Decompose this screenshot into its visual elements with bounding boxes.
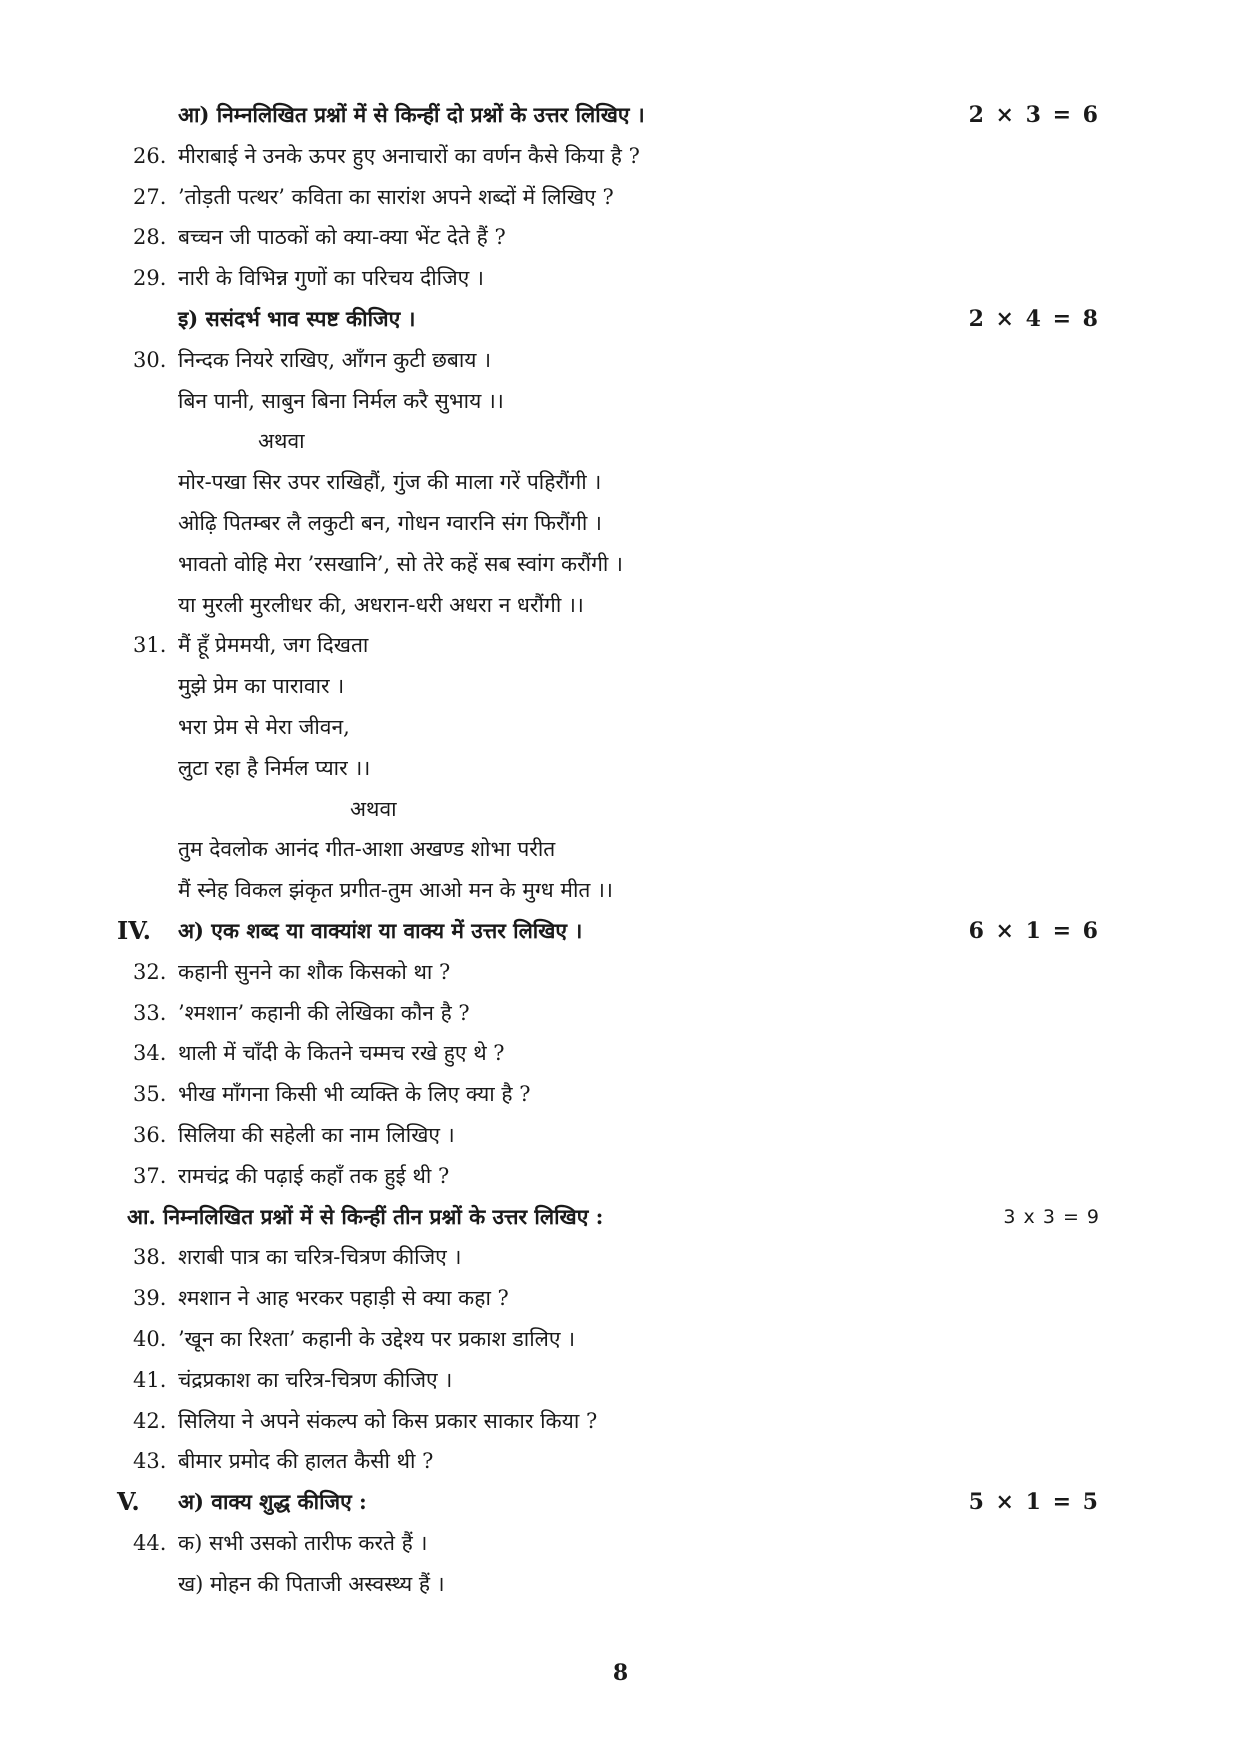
- marks-allocation: 2 × 4 = 8: [968, 306, 1100, 332]
- question-item: [0, 217, 1241, 257]
- question-text: श्मशान ने आह भरकर पहाड़ी से क्या कहा ?: [178, 1286, 509, 1310]
- line-text: ओढ़ि पितम्बर लै लकुटी बन, गोधन ग्वारनि संग फिरौंगी ।: [178, 511, 602, 535]
- question-text: थाली में चाँदी के कितने चम्मच रखे हुए थे ?: [178, 1041, 505, 1065]
- question-text: नारी के विभिन्न गुणों का परिचय दीजिए ।: [178, 266, 484, 290]
- question-text: बीमार प्रमोद की हालत कैसी थी ?: [178, 1449, 434, 1473]
- question-item: [0, 177, 1241, 217]
- section-heading-text: अ) एक शब्द या वाक्यांश या वाक्य में उत्तर लिखिए ।: [178, 918, 583, 943]
- question-item: [0, 136, 1241, 176]
- marks-allocation: 2 × 3 = 6: [968, 102, 1100, 128]
- line-text: लुटा रहा है निर्मल प्यार ।।: [178, 756, 371, 780]
- question-number: 41.: [133, 1368, 167, 1392]
- section-heading-text: इ) ससंदर्भ भाव स्पष्ट कीजिए ।: [178, 306, 416, 331]
- question-number: 26.: [133, 144, 167, 168]
- question-item: [0, 1074, 1241, 1114]
- question-number: 35.: [133, 1082, 167, 1106]
- question-item: [0, 1115, 1241, 1155]
- question-text: चंद्रप्रकाश का चरित्र-चित्रण कीजिए ।: [178, 1368, 453, 1392]
- question-number: 43.: [133, 1449, 167, 1473]
- question-text: निन्दक नियरे राखिए, आँगन कुटी छबाय ।: [178, 348, 492, 372]
- question-item: [0, 993, 1241, 1033]
- question-item: [0, 1319, 1241, 1359]
- question-text: ’श्मशान’ कहानी की लेखिका कौन है ?: [178, 1001, 470, 1025]
- section-heading-text: अ) वाक्य शुद्ध कीजिए :: [178, 1489, 367, 1514]
- question-text: मीराबाई ने उनके ऊपर हुए अनाचारों का वर्णन कैसे किया है ?: [178, 144, 640, 168]
- question-number: 28.: [133, 225, 167, 249]
- marks-allocation: 5 × 1 = 5: [968, 1489, 1100, 1515]
- part-heading: [0, 1482, 1241, 1522]
- question-number: 42.: [133, 1409, 167, 1433]
- question-number: 29.: [133, 266, 167, 290]
- section-heading: [0, 299, 1241, 339]
- question-text: रामचंद्र की पढ़ाई कहाँ तक हुई थी ?: [178, 1164, 450, 1188]
- question-item: [0, 258, 1241, 298]
- line-text: मोर-पखा सिर उपर राखिहौं, गुंज की माला गरें पहिरौंगी ।: [178, 470, 602, 494]
- section-heading-text: आ) निम्नलिखित प्रश्नों में से किन्हीं दो प्रश्नों के उत्तर लिखिए ।: [178, 102, 645, 127]
- question-number: 40.: [133, 1327, 167, 1351]
- question-text: ’तोड़ती पत्थर’ कविता का सारांश अपने शब्दों में लिखिए ?: [178, 185, 614, 209]
- question-item: [0, 1523, 1241, 1563]
- or-separator: [0, 789, 1241, 829]
- question-number: 34.: [133, 1041, 167, 1065]
- verse-line: [0, 381, 1241, 421]
- verse-line: [0, 870, 1241, 910]
- question-text: मैं हूँ प्रेममयी, जग दिखता: [178, 633, 369, 657]
- question-item: [0, 1401, 1241, 1441]
- line-text: तुम देवलोक आनंद गीत-आशा अखण्ड शोभा परीत: [178, 837, 556, 861]
- question-number: 36.: [133, 1123, 167, 1147]
- verse-line: [0, 1564, 1241, 1604]
- question-item: [0, 952, 1241, 992]
- question-text: बच्चन जी पाठकों को क्या-क्या भेंट देते हैं ?: [178, 225, 506, 249]
- verse-line: [0, 503, 1241, 543]
- question-item: [0, 340, 1241, 380]
- line-text: या मुरली मुरलीधर की, अधरान-धरी अधरा न धरौंगी ।।: [178, 593, 584, 617]
- question-number: 27.: [133, 185, 167, 209]
- page-number: 8: [612, 1660, 629, 1686]
- question-number: 37.: [133, 1164, 167, 1188]
- question-number: 33.: [133, 1001, 167, 1025]
- line-text: मैं स्नेह विकल झंकृत प्रगीत-तुम आओ मन के मुग्ध मीत ।।: [178, 878, 613, 902]
- or-separator: [0, 421, 1241, 461]
- question-number: 38.: [133, 1245, 167, 1269]
- question-number: 31.: [133, 633, 167, 657]
- question-text: शराबी पात्र का चरित्र-चित्रण कीजिए ।: [178, 1245, 462, 1269]
- question-text: भीख माँगना किसी भी व्यक्ति के लिए क्या है ?: [178, 1082, 531, 1106]
- question-text: कहानी सुनने का शौक किसको था ?: [178, 960, 451, 984]
- question-number: 32.: [133, 960, 167, 984]
- question-text: ’खून का रिश्ता’ कहानी के उद्देश्य पर प्रकाश डालिए ।: [178, 1327, 576, 1351]
- question-number: 44.: [133, 1531, 167, 1555]
- verse-line: [0, 748, 1241, 788]
- verse-line: [0, 462, 1241, 502]
- part-number: V.: [117, 1487, 140, 1516]
- verse-line: [0, 585, 1241, 625]
- verse-line: [0, 829, 1241, 869]
- verse-line: [0, 707, 1241, 747]
- line-text: ख) मोहन की पिताजी अस्वस्थ्य हैं ।: [178, 1572, 445, 1596]
- line-text: भावतो वोहि मेरा ’रसखानि’, सो तेरे कहें सब स्वांग करौंगी ।: [178, 552, 623, 576]
- question-number: 39.: [133, 1286, 167, 1310]
- question-item: [0, 625, 1241, 665]
- marks-allocation: 3 x 3 = 9: [1003, 1206, 1100, 1228]
- question-item: [0, 1237, 1241, 1277]
- or-label: अथवा: [258, 429, 305, 453]
- section-heading: [0, 95, 1241, 135]
- marks-allocation: 6 × 1 = 6: [968, 918, 1100, 944]
- question-item: [0, 1360, 1241, 1400]
- question-number: 30.: [133, 348, 167, 372]
- question-item: [0, 1441, 1241, 1481]
- section-heading: [0, 1197, 1241, 1237]
- question-item: [0, 1033, 1241, 1073]
- line-text: बिन पानी, साबुन बिना निर्मल करै सुभाय ।।: [178, 389, 504, 413]
- question-text: क) सभी उसको तारीफ करते हैं ।: [178, 1531, 428, 1555]
- verse-line: [0, 544, 1241, 584]
- question-text: सिलिया ने अपने संकल्प को किस प्रकार साकार किया ?: [178, 1409, 598, 1433]
- verse-line: [0, 666, 1241, 706]
- or-label: अथवा: [350, 797, 397, 821]
- question-item: [0, 1278, 1241, 1318]
- question-text: सिलिया की सहेली का नाम लिखिए ।: [178, 1123, 455, 1147]
- line-text: मुझे प्रेम का पारावार ।: [178, 674, 345, 698]
- part-heading: [0, 911, 1241, 951]
- question-item: [0, 1156, 1241, 1196]
- section-heading-text: आ. निम्नलिखित प्रश्नों में से किन्हीं तीन प्रश्नों के उत्तर लिखिए :: [127, 1204, 604, 1229]
- line-text: भरा प्रेम से मेरा जीवन,: [178, 715, 350, 739]
- part-number: IV.: [117, 916, 152, 945]
